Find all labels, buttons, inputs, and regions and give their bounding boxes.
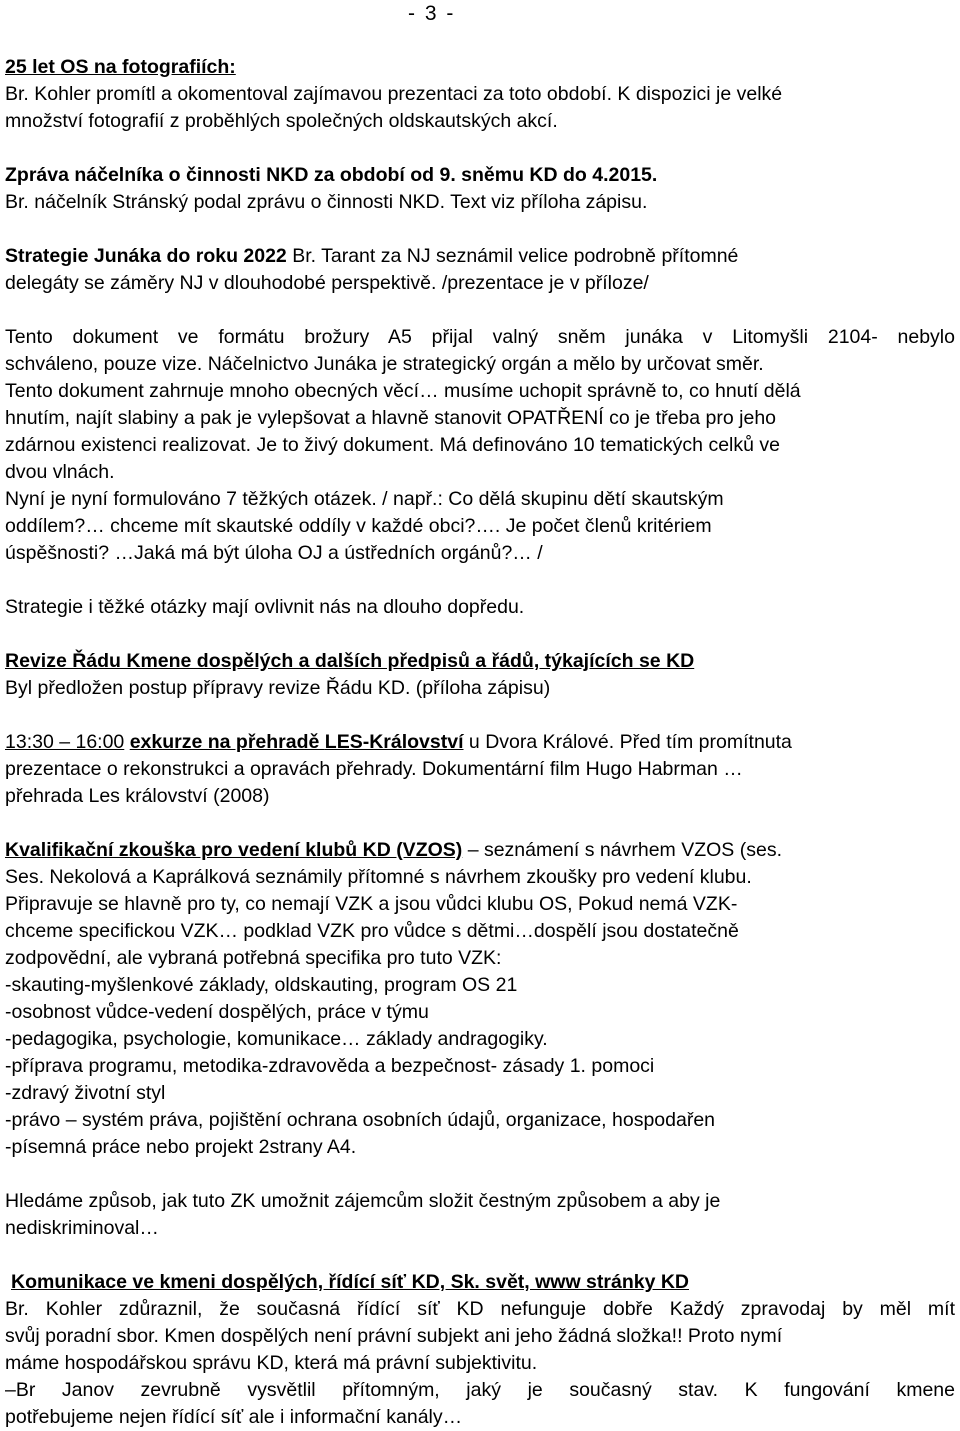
text-line: úspěšnosti? …Jaká má být úloha OJ a ústředních orgánů?… /	[5, 542, 543, 564]
list-item: -zdravý životní styl	[5, 1082, 166, 1104]
section-heading: Komunikace ve kmeni dospělých, řídící síť KD, Sk. svět, www stránky KD	[11, 1271, 689, 1293]
text-line: dvou vlnách.	[5, 461, 115, 483]
list-item: -písemná práce nebo projekt 2strany A4.	[5, 1136, 357, 1158]
text-line: delegáty se záměry NJ v dlouhodobé perspektivě. /prezentace je v příloze/	[5, 272, 649, 294]
place-name: LES-Království	[324, 731, 464, 753]
section-heading: exkurze na přehradě	[129, 731, 325, 753]
list-item: -skauting-myšlenkové základy, oldskauting, program OS 21	[5, 974, 518, 996]
text-line: Nyní je nyní formulováno 7 těžkých otázek. / např.: Co dělá skupinu dětí skautským	[5, 488, 724, 510]
text-line: Tento dokument ve formátu brožury A5 přijal valný sněm junáka v Litomyšli 2104- nebylo	[5, 326, 955, 348]
text-line: Ses. Nekolová a Kaprálková seznámily přítomné s návrhem zkoušky pro vedení klubu.	[5, 866, 752, 888]
list-item: -příprava programu, metodika-zdravověda a bezpečnost- zásady 1. pomoci	[5, 1055, 655, 1077]
list-item: -osobnost vůdce-vedení dospělých, práce v týmu	[5, 1001, 429, 1023]
text-line: Hledáme způsob, jak tuto ZK umožnit zájemcům složit čestným způsobem a aby je	[5, 1190, 721, 1212]
text-line: Tento dokument zahrnuje mnoho obecných věcí… musíme uchopit správně to, co hnutí dělá	[5, 380, 801, 402]
text-line: svůj poradní sbor. Kmen dospělých není právní subjekt ani jeho žádná složka!! Proto nymí	[5, 1325, 783, 1347]
text-line: Br. Kohler zdůraznil, že současná řídící síť KD nefunguje dobře Každý zpravodaj by měl mít	[5, 1298, 955, 1320]
text-line: Br. náčelník Stránský podal zprávu o činnosti NKD. Text viz příloha zápisu.	[5, 191, 648, 213]
text-line: Byl předložen postup přípravy revize Řádu KD. (příloha zápisu)	[5, 677, 551, 699]
text-line: nediskriminoval…	[5, 1217, 159, 1239]
section-heading: Revize Řádu Kmene dospělých a dalších předpisů a řádů, týkajících se KD	[5, 650, 695, 672]
section-revize-radu	[5, 648, 955, 702]
section-komunikace	[5, 1269, 955, 1431]
text-line: Strategie i těžké otázky mají ovlivnit nás na dlouho dopředu.	[5, 596, 525, 618]
text-line: prezentace o rekonstrukci a opravách přehrady. Dokumentární film Hugo Habrman …	[5, 758, 743, 780]
section-strategie-junaka	[5, 243, 955, 621]
section-zprava-nacelnika	[5, 162, 955, 216]
text-line: zodpovědní, ale vybraná potřebná specifika pro tuto VZK:	[5, 947, 502, 969]
text-line	[5, 243, 955, 270]
text-line: oddílem?… chceme mít skautské oddíly v každé obci?…. Je počet členů kritériem	[5, 515, 712, 537]
time-range: 13:30 – 16:00	[5, 731, 125, 753]
list-item: -pedagogika, psychologie, komunikace… základy andragogiky.	[5, 1028, 548, 1050]
section-kvalifikacni-zkouska	[5, 837, 955, 1242]
section-heading: 25 let OS na fotografiích:	[5, 56, 236, 78]
section-exkurze	[5, 729, 955, 810]
document-body	[5, 54, 955, 1431]
text-line: množství fotografií z proběhlých společných oldskautských akcí.	[5, 110, 558, 132]
text-line: máme hospodářskou správu KD, která má právní subjektivitu.	[5, 1352, 538, 1374]
text-line	[5, 729, 955, 756]
text-line: –Br Janov zevrubně vysvětlil přítomným, jaký je současný stav. K fungování kmene	[5, 1379, 955, 1401]
section-25-let-os	[5, 54, 955, 135]
text-line	[5, 837, 955, 864]
text-line: zdárnou existenci realizovat. Je to živý dokument. Má definováno 10 tematických celků ve	[5, 434, 780, 456]
section-heading: Strategie Junáka do roku 2022	[5, 245, 287, 267]
text-line: schváleno, pouze vize. Náčelnictvo Junáka je strategický orgán a mělo by určovat směr.	[5, 353, 764, 375]
page-number: - 3 -	[408, 2, 456, 25]
text-line: Br. Kohler promítl a okomentoval zajímavou prezentaci za toto období. K dispozici je velké	[5, 83, 783, 105]
text-span: – seznámení s návrhem VZOS (ses.	[462, 839, 782, 861]
section-heading: Zpráva náčelníka o činnosti NKD za období od 9. sněmu KD do 4.2015.	[5, 164, 658, 186]
text-line: přehrada Les království (2008)	[5, 785, 270, 807]
text-span: Br. Tarant za NJ seznámil velice podrobně přítomné	[286, 245, 739, 267]
text-line: Připravuje se hlavně pro ty, co nemají VZK a jsou vůdci klubu OS, Pokud nemá VZK-	[5, 893, 738, 915]
text-line: potřebujeme nejen řídící síť ale i informační kanály…	[5, 1406, 463, 1428]
text-span: u Dvora Králové. Před tím promítnuta	[463, 731, 792, 753]
section-heading: Kvalifikační zkouška pro vedení klubů KD (VZOS)	[5, 839, 463, 861]
text-line: hnutím, najít slabiny a pak je vylepšovat a hlavně stanovit OPATŘENÍ co je třeba pro jeho	[5, 407, 777, 429]
list-item: -právo – systém práva, pojištění ochrana osobních údajů, organizace, hospodařen	[5, 1109, 716, 1131]
text-line: chceme specifickou VZK… podklad VZK pro vůdce s dětmi…dospělí jsou dostatečně	[5, 920, 739, 942]
